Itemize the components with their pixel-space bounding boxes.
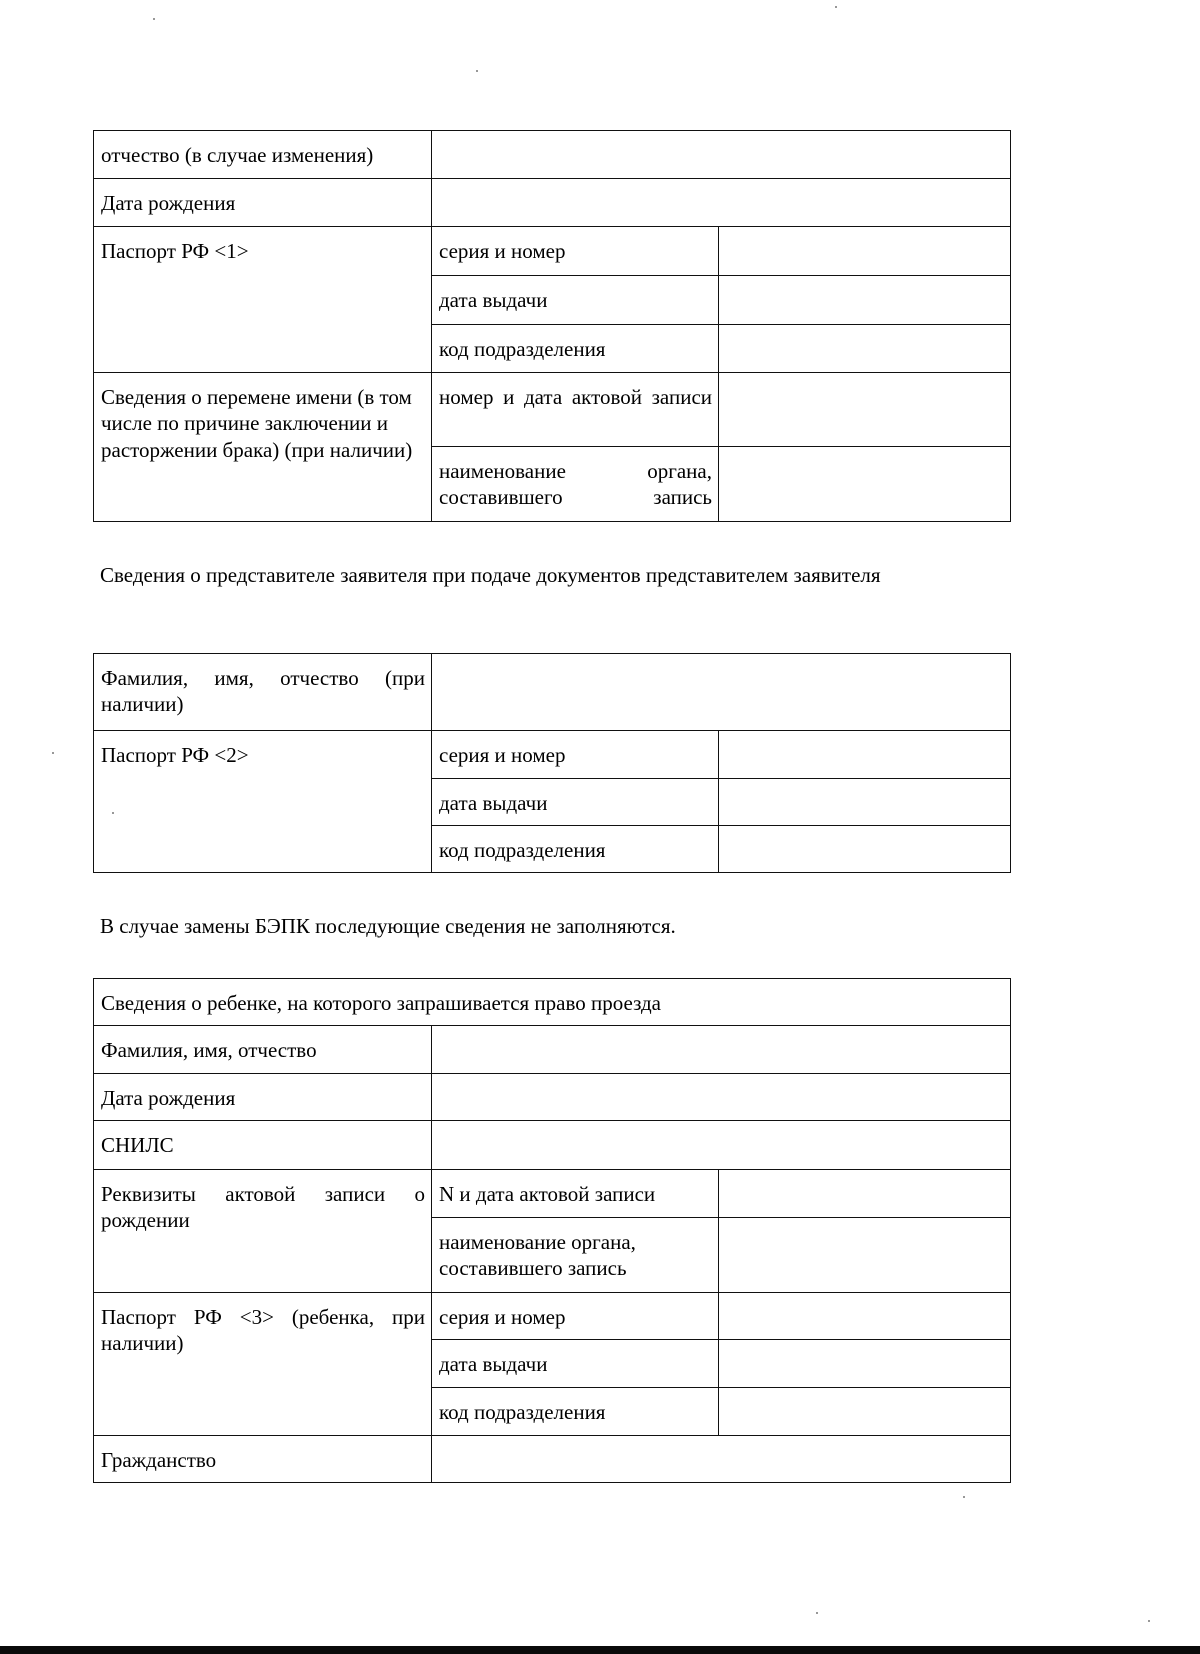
child-series-number-field[interactable] <box>719 1293 1011 1340</box>
issue-date-label: дата выдачи <box>432 276 719 325</box>
citizenship-label: Гражданство <box>94 1436 432 1483</box>
child-snils-label: СНИЛС <box>94 1121 432 1170</box>
scan-speck <box>1148 1620 1150 1622</box>
division-code-label: код подразделения <box>432 325 719 373</box>
child-birth-date-label: Дата рождения <box>94 1074 432 1121</box>
series-number-field[interactable] <box>719 227 1011 276</box>
patronymic-label: отчество (в случае изменения) <box>94 131 432 179</box>
representative-heading: Сведения о представителе заявителя при подаче документов представителем заявителя <box>100 563 881 587</box>
record-number-date-field[interactable] <box>719 373 1011 447</box>
scan-speck <box>153 18 155 20</box>
passport-label: Паспорт РФ <1> <box>94 227 432 373</box>
child-passport-label: Паспорт РФ <3> (ребенка, при наличии) <box>94 1293 432 1436</box>
child-issue-date-field[interactable] <box>719 1340 1011 1388</box>
child-table <box>93 978 1011 1483</box>
child-record-number-date-label: N и дата актовой записи <box>432 1170 719 1218</box>
scan-speck <box>816 1612 818 1614</box>
rep-series-number-label: серия и номер <box>432 731 719 779</box>
scan-speck <box>963 1496 965 1498</box>
rep-division-code-label: код подразделения <box>432 826 719 873</box>
rep-issue-date-field[interactable] <box>719 779 1011 826</box>
patronymic-field[interactable] <box>432 131 1011 179</box>
scan-speck <box>52 752 54 754</box>
child-birth-date-field[interactable] <box>432 1074 1011 1121</box>
child-authority-label: наименование органа, составившего запись <box>432 1218 719 1293</box>
scan-speck <box>476 70 478 72</box>
child-division-code-label: код подразделения <box>432 1388 719 1436</box>
scan-speck <box>112 812 114 814</box>
issue-date-field[interactable] <box>719 276 1011 325</box>
child-header: Сведения о ребенке, на которого запрашивается право проезда <box>94 979 1011 1026</box>
name-change-label: Сведения о перемене имени (в том числе по причине заключении и расторжении брака) (при наличии) <box>94 373 432 522</box>
bepk-note: В случае замены БЭПК последующие сведения не заполняются. <box>100 914 676 938</box>
birth-date-label: Дата рождения <box>94 179 432 227</box>
child-authority-field[interactable] <box>719 1218 1011 1293</box>
citizenship-field[interactable] <box>432 1436 1011 1483</box>
child-snils-field[interactable] <box>432 1121 1011 1170</box>
authority-field[interactable] <box>719 447 1011 522</box>
rep-division-code-field[interactable] <box>719 826 1011 873</box>
child-division-code-field[interactable] <box>719 1388 1011 1436</box>
representative-table <box>93 653 1011 873</box>
rep-series-number-field[interactable] <box>719 731 1011 779</box>
authority-label: наименование органа, составившего запись <box>432 447 719 522</box>
rep-full-name-label: Фамилия, имя, отчество (при наличии) <box>94 654 432 731</box>
child-full-name-field[interactable] <box>432 1026 1011 1074</box>
rep-full-name-field[interactable] <box>432 654 1011 731</box>
birth-record-label: Реквизиты актовой записи о рождении <box>94 1170 432 1293</box>
child-record-number-date-field[interactable] <box>719 1170 1011 1218</box>
child-series-number-label: серия и номер <box>432 1293 719 1340</box>
birth-date-field[interactable] <box>432 179 1011 227</box>
rep-passport-label: Паспорт РФ <2> <box>94 731 432 873</box>
child-full-name-label: Фамилия, имя, отчество <box>94 1026 432 1074</box>
rep-issue-date-label: дата выдачи <box>432 779 719 826</box>
series-number-label: серия и номер <box>432 227 719 276</box>
scan-speck <box>835 6 837 8</box>
child-issue-date-label: дата выдачи <box>432 1340 719 1388</box>
applicant-table <box>93 130 1011 522</box>
scan-edge-bar <box>0 1646 1200 1654</box>
division-code-field[interactable] <box>719 325 1011 373</box>
record-number-date-label: номер и дата актовой записи <box>432 373 719 447</box>
